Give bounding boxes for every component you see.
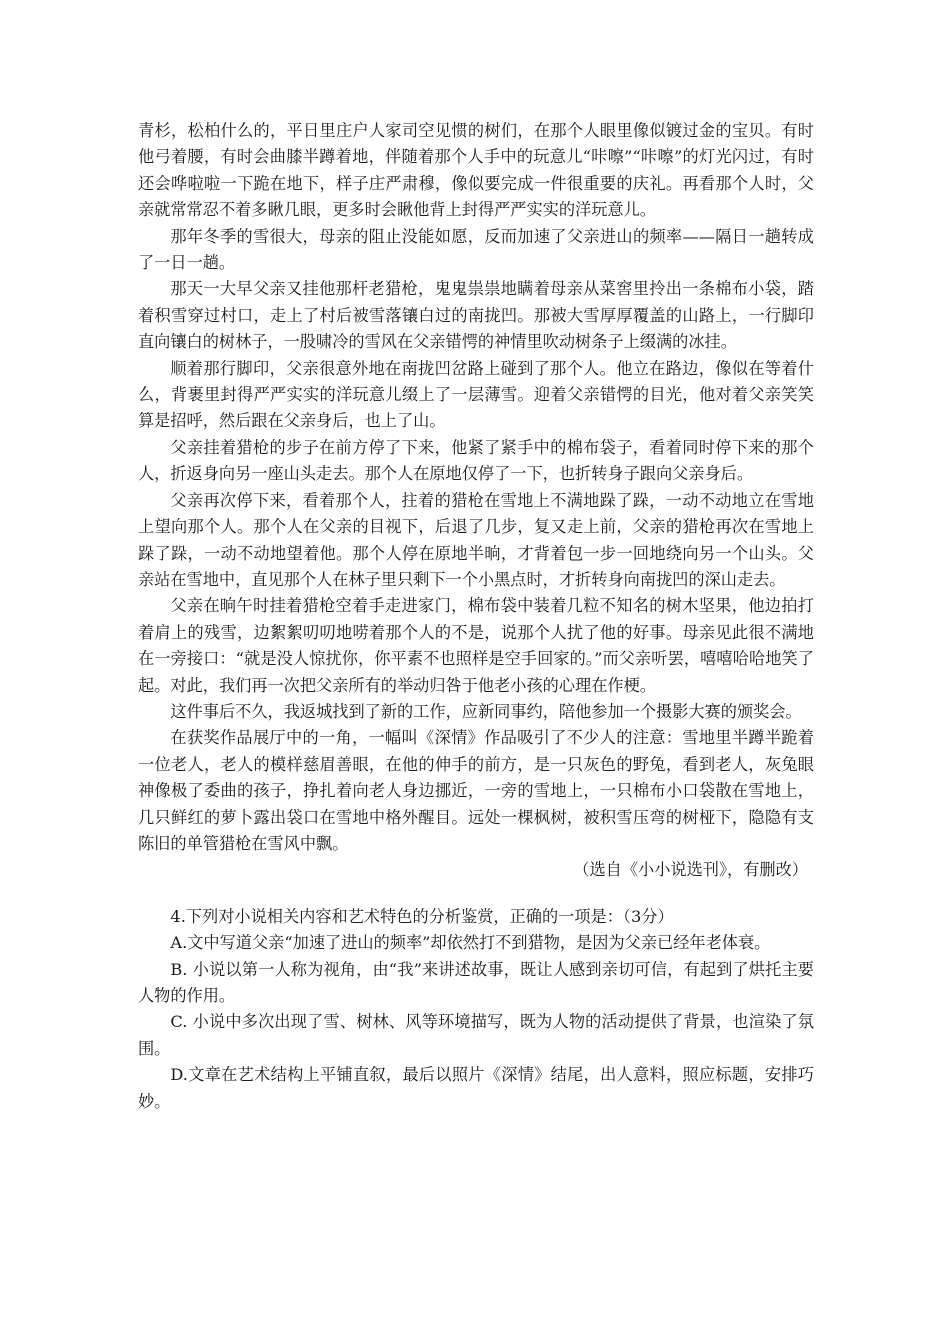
document-page [138, 118, 814, 1115]
option-a: A.文中写道父亲“加速了进山的频率”却依然打不到猎物，是因为父亲已经年老体衰。 [170, 933, 771, 953]
passage-paragraph-8: 这件事后不久，我返城找到了新的工作，应新同事约，陪他参加一个摄影大赛的颁奖会。 [170, 701, 802, 721]
passage-source: （选自《小小说选刊》，有删改） [573, 860, 808, 880]
passage-paragraph-5: 父亲挂着猎枪的步子在前方停了下来，他紧了紧手中的棉布袋子，看着同时停下来的那个人，折返身向另一座山头走去。那个人在原地仅停了一下，也折转身子跟向父亲身后。 [138, 437, 814, 484]
option-b: B. 小说以第一人称为视角，由“我”来讲述故事，既让人感到亲切可信，有起到了烘托主要人物的作用。 [138, 959, 814, 1005]
option-c: C. 小说中多次出现了雪、树林、风等环境描写，既为人物的活动提供了背景，也渲染了氛围。 [138, 1012, 814, 1058]
passage-paragraph-2: 那年冬季的雪很大，母亲的阻止没能如愿，反而加速了父亲进山的频率——隔日一趟转成了一日一趟。 [138, 226, 814, 273]
question-stem: 4.下列对小说相关内容和艺术特色的分析鉴赏，正确的一项是：（3分） [170, 906, 674, 926]
option-d: D.文章在艺术结构上平铺直叙，最后以照片《深情》结尾，出人意料，照应标题，安排巧妙。 [138, 1065, 814, 1111]
passage-paragraph-7: 父亲在晌午时挂着猎枪空着手走进家门，棉布袋中装着几粒不知名的树木坚果，他边拍打着肩上的残雪，边絮絮叨叨地唠着那个人的不是，说那个人扰了他的好事。母亲见此很不满地在一旁接口：“就是没人惊扰你，你平素不也照样是空手回家的。”而父亲听罢，嘻嘻哈哈地笑了起。对此，我们再一次把父亲所有的举动归咎于他老小孩的心理在作梗。 [138, 596, 814, 695]
passage-paragraph-6: 父亲再次停下来，看着那个人，拄着的猎枪在雪地上不满地跺了跺，一动不动地立在雪地上望向那个人。那个人在父亲的目视下，后退了几步，复又走上前，父亲的猎枪再次在雪地上跺了跺，一动不动地望着他。那个人停在原地半晌，才背着包一步一回地绕向另一个山头。父亲站在雪地中，直见那个人在林子里只剩下一个小黑点时，才折转身向南拢凹的深山走去。 [138, 490, 814, 589]
question-4 [138, 904, 814, 1115]
passage [138, 118, 814, 884]
passage-paragraph-3: 那天一大早父亲又挂他那杆老猎枪，鬼鬼祟祟地瞒着母亲从菜窖里拎出一条棉布小袋，踏着积雪穿过村口，走上了村后被雪落镶白过的南拢凹。那被大雪厚厚覆盖的山路上，一行脚印直向镶白的树林子，一股啸冷的雪风在父亲错愕的神情里吹动树条子上缀满的冰挂。 [138, 279, 814, 352]
passage-paragraph-4: 顺着那行脚印，父亲很意外地在南拢凹岔路上碰到了那个人。他立在路边，像似在等着什么，背裹里封得严严实实的洋玩意儿缀上了一层薄雪。迎着父亲错愕的目光，他对着父亲笑笑算是招呼，然后跟在父亲身后，也上了山。 [138, 358, 814, 431]
passage-paragraph-9: 在获奖作品展厅中的一角，一幅叫《深情》作品吸引了不少人的注意：雪地里半蹲半跪着一位老人，老人的模样慈眉善眼，在他的伸手的前方，是一只灰色的野兔，看到老人，灰兔眼神像极了委曲的孩子，挣扎着向老人身边挪近，一旁的雪地上，一只棉布小口袋散在雪地上，几只鲜红的萝卜露出袋口在雪地中格外醒目。远处一棵枫树，被积雪压弯的树桠下，隐隐有支陈旧的单管猎枪在雪风中飘。 [138, 728, 814, 853]
passage-paragraph-1: 青杉，松柏什么的，平日里庄户人家司空见惯的树们，在那个人眼里像似镀过金的宝贝。有时他弓着腰，有时会曲膝半蹲着地，伴随着那个人手中的玩意儿“咔嚓”“咔嚓”的灯光闪过，有时还会哗啦啦一下跪在地下，样子庄严肃穆，像似要完成一件很重要的庆礼。再看那个人时，父亲就常常忍不着多瞅几眼，更多时会瞅他背上封得严严实实的洋玩意儿。 [138, 121, 814, 220]
